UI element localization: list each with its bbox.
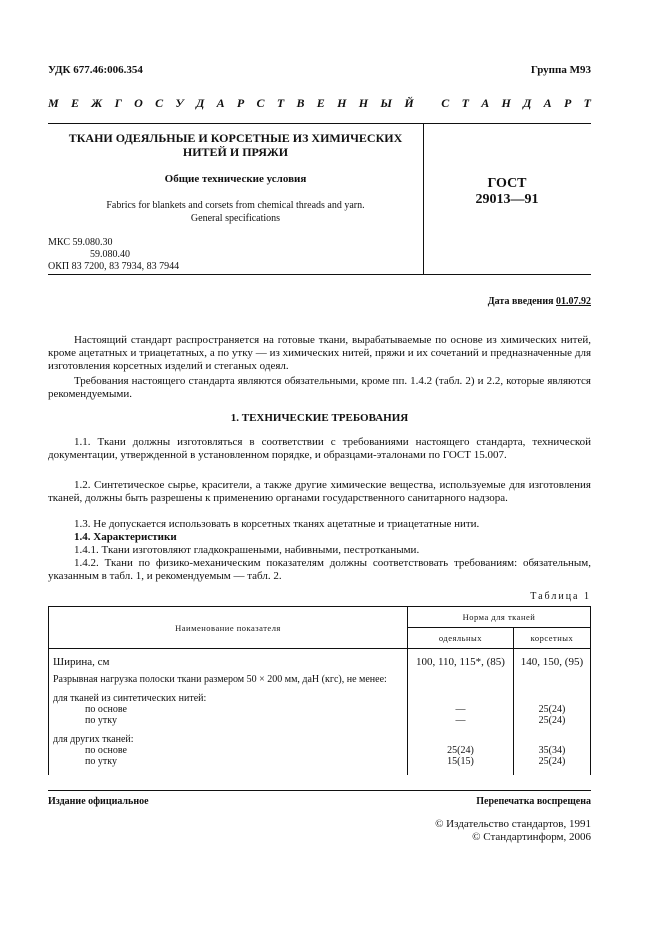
table-row [49, 685, 591, 704]
clause-text: 1.4. Характеристики [74, 531, 177, 543]
table-row [49, 715, 591, 726]
cell-blanket: 100, 110, 115*, (85) [408, 649, 514, 669]
banner-letter: Т [461, 96, 469, 110]
cell-indicator: по основе [49, 745, 408, 756]
banner-gap [426, 96, 429, 111]
intro-text: Настоящий стандарт распространяется на готовые ткани, вырабатываемые по основе из химических нитей, кроме ацетатных и триацетатных, а по утку — из химических нитей, пряжи и их сочетаний и предназначенные для изготовления корсетных изделий и стеганых одеял. [48, 334, 591, 372]
cell-blanket [408, 685, 514, 704]
clause-text: 1.4.2. Ткани по физико-механическим показателям должны соответствовать требованиям: обязательным, указанным в табл. 1, и рекомендуемым — табл. 2. [48, 557, 591, 582]
mks-code: МКС 59.080.30 [48, 237, 113, 248]
cell-corset: 25(24) [513, 756, 590, 775]
clause-text: 1.4.1. Ткани изготовляют гладкокрашеными, набивными, пестроткаными. [74, 544, 420, 556]
okp-code: ОКП 83 7200, 83 7934, 83 7944 [48, 261, 180, 272]
cell-blanket: — [408, 704, 514, 715]
banner-letter: Ы [380, 96, 393, 110]
table-row [49, 668, 591, 685]
clause-1-4-2 [48, 557, 591, 583]
banner-letter: Т [583, 96, 591, 110]
document-subtitle: Общие технические условия [164, 173, 307, 185]
banner-letter: Й [404, 96, 414, 110]
cell-indicator: Разрывная нагрузка полоски ткани размером 50 × 200 мм, даН (кгс), не менее: [49, 668, 408, 685]
clause-1-1 [48, 436, 591, 462]
title-line: НИТЕЙ И ПРЯЖИ [182, 145, 289, 159]
footer-divider [48, 790, 591, 791]
cell-indicator: по основе [49, 704, 408, 715]
cell-corset: 35(34) [513, 745, 590, 756]
clause-1-2 [48, 479, 591, 505]
udk-code: УДК 677.46:006.354 [48, 64, 143, 76]
cell-corset: 25(24) [513, 704, 590, 715]
group-code: Группа М93 [530, 64, 591, 76]
cell-corset: 25(24) [513, 715, 590, 726]
copyright-block [435, 818, 591, 844]
copyright-line: © Стандартинформ, 2006 [472, 831, 591, 843]
banner-letter: Д [196, 96, 205, 110]
clause-text: 1.2. Синтетическое сырье, красители, а также другие химические вещества, используемые для изготовления тканей, должны быть разрешены к применению органами государственного санитарного надзора. [48, 479, 591, 504]
mks-code: 59.080.40 [90, 249, 130, 260]
intro-paragraph [48, 375, 591, 401]
cell-indicator: для других тканей: [49, 726, 408, 745]
banner-letter: С [441, 96, 450, 110]
banner-letter: С [155, 96, 164, 110]
cell-indicator: Ширина, см [49, 649, 408, 669]
title-line: ТКАНИ ОДЕЯЛЬНЫЕ И КОРСЕТНЫЕ ИЗ ХИМИЧЕСКИХ [68, 131, 403, 145]
table-caption: Таблица 1 [530, 591, 591, 602]
banner-letter: Р [236, 96, 245, 110]
cell-indicator: для тканей из синтетических нитей: [49, 685, 408, 704]
table-row [49, 649, 591, 669]
document-title [48, 131, 423, 159]
banner-letter: М [48, 96, 59, 110]
column-header-blanket: одеяльных [408, 628, 514, 649]
classification-codes [48, 237, 179, 273]
cell-indicator: по утку [49, 756, 408, 775]
cell-blanket [408, 668, 514, 685]
column-header-norm: Норма для тканей [408, 607, 591, 628]
banner-letter: А [481, 96, 490, 110]
banner-letter: В [296, 96, 305, 110]
table-row [49, 704, 591, 715]
gost-label: ГОСТ [487, 176, 527, 191]
column-header-indicator: Наименование показателя [49, 607, 408, 649]
header-divider [48, 123, 591, 124]
intro-text: Требования настоящего стандарта являются обязательными, кроме пп. 1.4.2 (табл. 2) и 2.2, которые являются рекомендуемыми. [48, 375, 591, 400]
section-heading: 1. ТЕХНИЧЕСКИЕ ТРЕБОВАНИЯ [230, 412, 409, 424]
gost-number [423, 176, 591, 208]
gost-code: 29013—91 [475, 192, 539, 207]
banner-letter: Г [114, 96, 122, 110]
banner-letter: А [216, 96, 225, 110]
banner-letter: О [134, 96, 143, 110]
cell-corset [513, 685, 590, 704]
effective-date [488, 296, 591, 307]
banner-letter: А [543, 96, 552, 110]
clause-text: 1.3. Не допускается использовать в корсетных тканях ацетатные и триацетатные нити. [74, 518, 480, 530]
table-row [49, 745, 591, 756]
clause-1-3 [48, 518, 591, 531]
banner-letter: Е [70, 96, 79, 110]
codes-divider [48, 274, 591, 275]
effective-date-value: 01.07.92 [556, 296, 591, 307]
banner-letter: Т [276, 96, 285, 110]
official-edition-label: Издание официальное [48, 796, 149, 807]
copyright-line: © Издательство стандартов, 1991 [435, 818, 591, 830]
cell-corset [513, 668, 590, 685]
column-header-corset: корсетных [513, 628, 590, 649]
clause-1-4 [48, 531, 591, 544]
reprint-prohibited-label: Перепечатка воспрещена [476, 796, 591, 807]
banner-letter: С [256, 96, 265, 110]
banner-letter: Е [316, 96, 325, 110]
banner-letter: У [175, 96, 184, 110]
banner-letter: Ж [91, 96, 103, 110]
effective-date-label: Дата введения [487, 296, 554, 307]
banner-letter: Н [358, 96, 369, 110]
clause-text: 1.1. Ткани должны изготовляться в соответствии с требованиями настоящего стандарта, технической документации, утвержденной в установленном порядке, и образцами-эталонами по ГОСТ 15.007. [48, 436, 591, 461]
requirements-table [48, 606, 591, 775]
banner-letter: Н [337, 96, 347, 110]
banner-letter: Р [563, 96, 572, 110]
table-row [49, 756, 591, 775]
cell-corset [513, 726, 590, 745]
cell-indicator: по утку [49, 715, 408, 726]
cell-blanket: — [408, 715, 514, 726]
table-row [49, 726, 591, 745]
english-title-line: General specifications [190, 213, 281, 224]
cell-blanket: 25(24) [408, 745, 514, 756]
english-title [48, 199, 423, 225]
cell-corset: 140, 150, (95) [513, 649, 590, 669]
banner-letter: Н [501, 96, 511, 110]
intro-paragraph [48, 334, 591, 373]
clause-1-4-1 [48, 544, 591, 557]
banner-letter: Д [523, 96, 532, 110]
cell-blanket [408, 726, 514, 745]
cell-blanket: 15(15) [408, 756, 514, 775]
interstate-standard-banner [48, 96, 591, 111]
english-title-line: Fabrics for blankets and corsets from chemical threads and yarn. [106, 200, 365, 211]
